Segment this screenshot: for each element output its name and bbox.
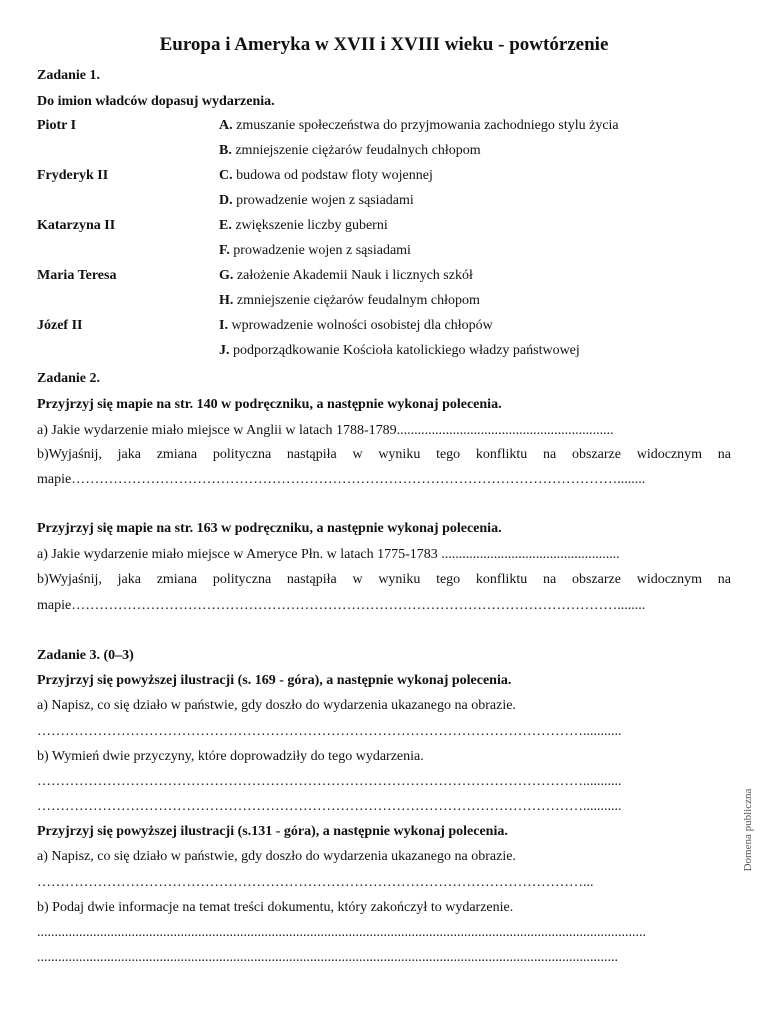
license-note [740, 782, 756, 878]
event-letter: I. [219, 318, 228, 333]
task3-instruction-2: Przyjrzyj się powyższej ilustracji (s.131 - góra), a następnie wykonaj polecenia. [37, 824, 508, 839]
ruler-name: Fryderyk II [37, 168, 109, 183]
ruler-name: Józef II [37, 318, 83, 333]
event-item [219, 243, 411, 259]
event-text: podporządkowanie Kościoła katolickiego władzy państwowej [229, 343, 580, 358]
answer-line: .............................................................................................................................................................................. [37, 925, 646, 940]
question-line: b) Podaj dwie informacje na temat treści dokumentu, który zakończył to wydarzenie. [37, 900, 514, 915]
event-item [219, 218, 388, 234]
task2-instruction-2: Przyjrzyj się mapie na str. 163 w podręczniku, a następnie wykonaj polecenia. [37, 521, 502, 536]
event-letter: G. [219, 268, 234, 283]
task2-instruction-1: Przyjrzyj się mapie na str. 140 w podręczniku, a następnie wykonaj polecenia. [37, 397, 502, 412]
event-text: zwiększenie liczby guberni [231, 218, 388, 233]
event-text: prowadzenie wojen z sąsiadami [229, 243, 411, 258]
question-line: a) Jakie wydarzenie miało miejsce w Anglii w latach 1788-1789.............................................................. [37, 423, 614, 438]
question-line: a) Jakie wydarzenie miało miejsce w Ameryce Płn. w latach 1775-1783 ................................................... [37, 547, 620, 562]
event-letter: A. [219, 118, 233, 133]
event-text: założenie Akademii Nauk i licznych szkół [233, 268, 473, 283]
event-text: zmniejszenie ciężarów feudalnych chłopom [231, 143, 481, 158]
event-text: prowadzenie wojen z sąsiadami [232, 193, 414, 208]
event-letter: F. [219, 243, 230, 258]
license-text: Domena publiczna [742, 788, 754, 872]
question-line: a) Napisz, co się działo w państwie, gdy doszło do wydarzenia ukazanego na obrazie. [37, 698, 516, 713]
ruler-name: Katarzyna II [37, 218, 116, 233]
page-title: Europa i Ameryka w XVII i XVIII wieku - powtórzenie [159, 34, 609, 55]
event-text: wprowadzenie wolności osobistej dla chłopów [227, 318, 493, 333]
event-item [219, 168, 433, 184]
answer-line: ………………………………………………………………………………………………………........... [37, 724, 622, 739]
answer-line: ………………………………………………………………………………………………………........... [37, 774, 622, 789]
task1-instruction: Do imion władców dopasuj wydarzenia. [37, 94, 275, 109]
answer-line: mapie………………………………………………………………………………………………………........ [37, 598, 646, 613]
question-line: b) Wymień dwie przyczyny, które doprowadziły do tego wydarzenia. [37, 749, 424, 764]
event-letter: C. [219, 168, 233, 183]
event-item [219, 268, 473, 284]
question-line: b)Wyjaśnij, jaka zmiana polityczna nastąpiła w wyniku tego konfliktu na obszarze widocznym na [37, 572, 731, 587]
event-text: zmniejszenie ciężarów feudalnym chłopom [233, 293, 480, 308]
event-item [219, 343, 580, 359]
event-letter: D. [219, 193, 233, 208]
question-line: b)Wyjaśnij, jaka zmiana polityczna nastąpiła w wyniku tego konfliktu na obszarze widocznym na [37, 447, 731, 462]
event-item [219, 293, 480, 309]
event-item [219, 143, 481, 159]
answer-line: mapie………………………………………………………………………………………………………........ [37, 472, 646, 487]
answer-line: ………………………………………………………………………………………………………........... [37, 799, 622, 814]
answer-line: ...................................................................................................................................................................... [37, 950, 618, 965]
task1-heading: Zadanie 1. [37, 68, 101, 83]
question-line: a) Napisz, co się działo w państwie, gdy doszło do wydarzenia ukazanego na obrazie. [37, 849, 516, 864]
task3-instruction-1: Przyjrzyj się powyższej ilustracji (s. 169 - góra), a następnie wykonaj polecenia. [37, 673, 512, 688]
event-item [219, 118, 619, 134]
event-text: zmuszanie społeczeństwa do przyjmowania zachodniego stylu życia [232, 118, 619, 133]
task3-heading: Zadanie 3. (0–3) [37, 648, 134, 663]
event-letter: J. [219, 343, 230, 358]
event-letter: H. [219, 293, 234, 308]
event-item [219, 193, 414, 209]
event-item [219, 318, 493, 334]
task2-heading: Zadanie 2. [37, 371, 101, 386]
ruler-name: Piotr I [37, 118, 77, 133]
ruler-name: Maria Teresa [37, 268, 117, 283]
answer-line: ………………………………………………………………………………………………………... [37, 875, 594, 890]
event-letter: E. [219, 218, 232, 233]
event-text: budowa od podstaw floty wojennej [232, 168, 433, 183]
event-letter: B. [219, 143, 232, 158]
